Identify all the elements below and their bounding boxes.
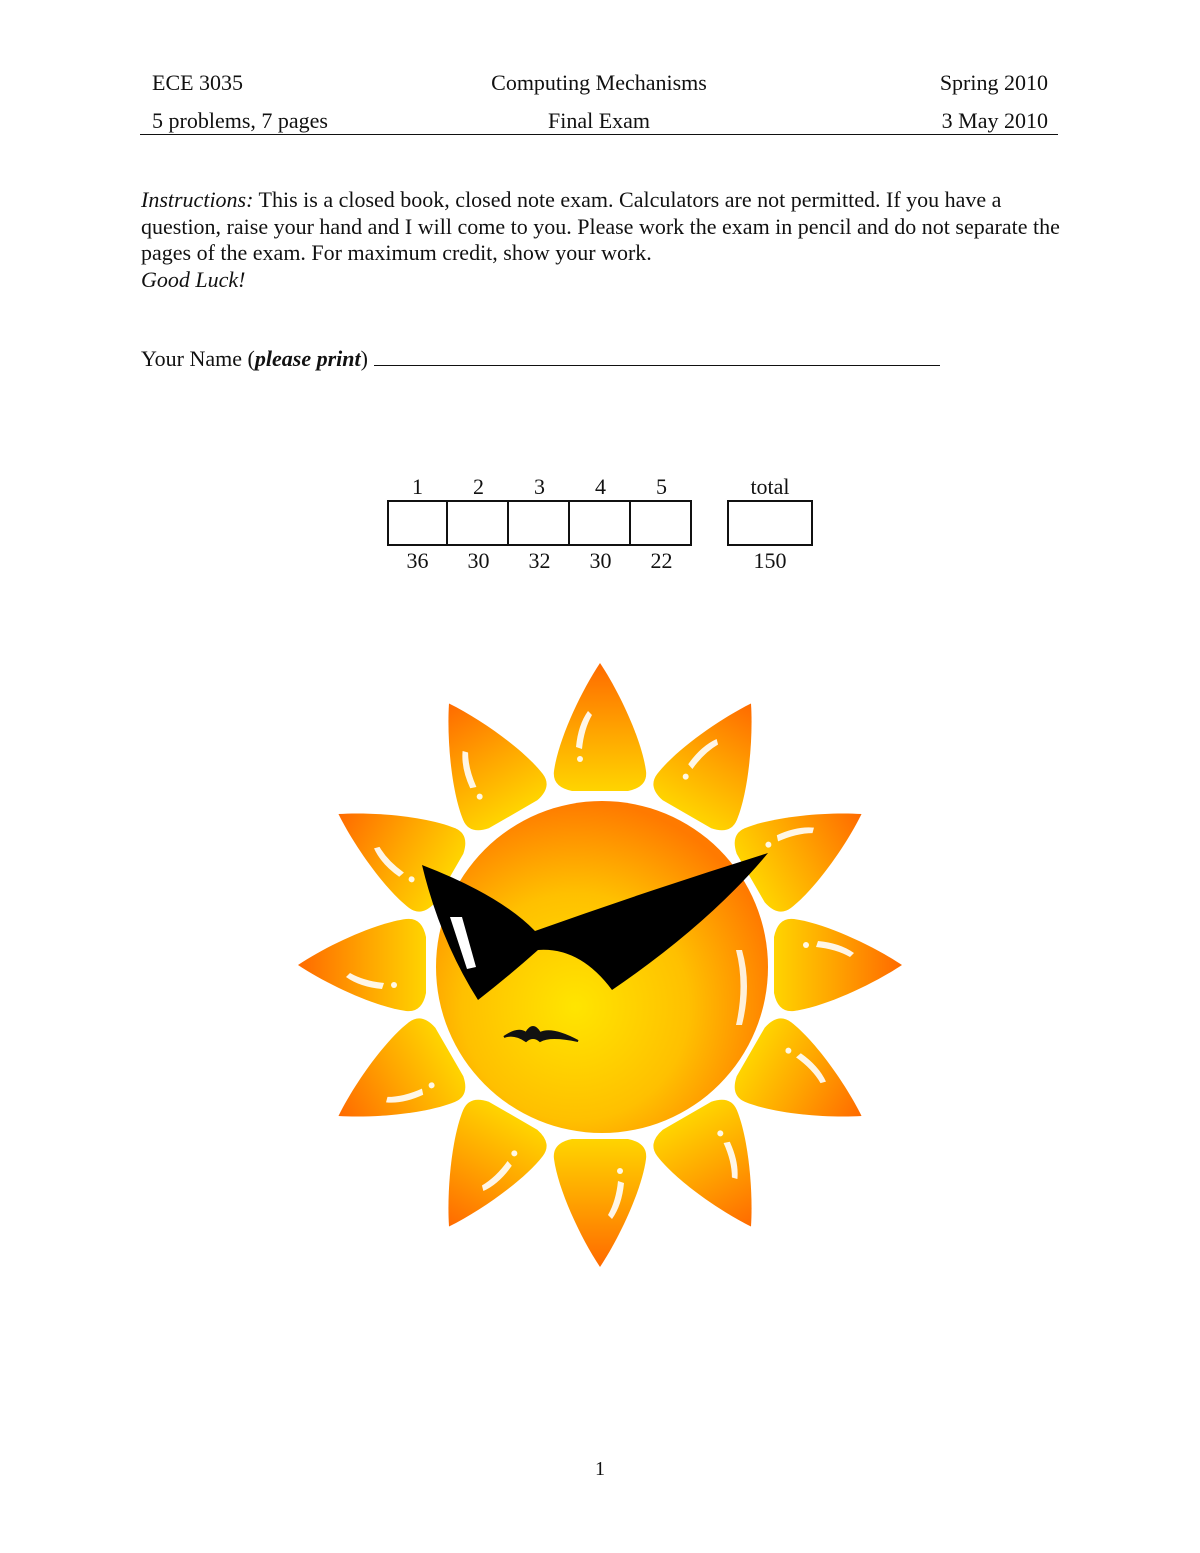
total-score-box[interactable] xyxy=(727,500,813,546)
sun-illustration xyxy=(290,655,910,1275)
problem-4-points: 30 xyxy=(589,548,612,573)
exam-date: 3 May 2010 xyxy=(941,108,1048,133)
exam-type: Final Exam xyxy=(547,108,651,133)
sun-ray-1 xyxy=(554,663,646,791)
sun-ray-10 xyxy=(298,919,426,1011)
instructions-lead: Instructions: xyxy=(141,187,254,212)
problem-3-score-box[interactable] xyxy=(509,500,570,546)
total-label: total xyxy=(750,474,790,499)
name-label-end: ) xyxy=(360,346,368,371)
instructions-body: This is a closed book, closed note exam. Calculators are not permitted. If you have a question, raise your hand and I will come to you. Please work the exam in pencil and do not separate the pages of the exam. For maximum credit, show your work. xyxy=(141,187,1060,265)
problem-3-points: 32 xyxy=(528,548,551,573)
problem-4-label: 4 xyxy=(595,474,606,499)
name-field xyxy=(141,343,940,374)
sun-ray-2 xyxy=(647,680,791,837)
problem-5-points: 22 xyxy=(650,548,673,573)
sun-ray-7 xyxy=(554,1139,646,1267)
problem-2-score-box[interactable] xyxy=(448,500,509,546)
header-row-bottom xyxy=(140,106,1058,136)
problem-1-label: 1 xyxy=(412,474,423,499)
sun-ray-12 xyxy=(409,680,553,837)
total-points: 150 xyxy=(753,548,787,573)
sun-ray-9 xyxy=(315,1012,472,1156)
name-blank-line[interactable] xyxy=(374,343,940,366)
problem-5-score-box[interactable] xyxy=(631,500,692,546)
problem-2-label: 2 xyxy=(473,474,484,499)
problem-4-score-box[interactable] xyxy=(570,500,631,546)
good-luck: Good Luck! xyxy=(141,266,246,292)
problem-2-points: 30 xyxy=(467,548,490,573)
problem-5-label: 5 xyxy=(656,474,667,499)
page-number: 1 xyxy=(595,1458,605,1480)
sun-ray-4 xyxy=(774,919,902,1011)
name-label-start: Your Name ( xyxy=(141,346,255,371)
problem-1-points: 36 xyxy=(406,548,429,573)
sun-with-sunglasses-icon xyxy=(290,655,910,1275)
name-label-emph: please print xyxy=(254,346,361,371)
course-code: ECE 3035 xyxy=(152,70,244,95)
term: Spring 2010 xyxy=(939,70,1048,95)
course-title: Computing Mechanisms xyxy=(491,70,707,95)
problem-3-label: 3 xyxy=(534,474,545,499)
instructions xyxy=(141,187,1061,293)
header-rule xyxy=(140,134,1058,135)
header-row-top xyxy=(140,68,1058,98)
problems-pages: 5 problems, 7 pages xyxy=(152,108,328,133)
problem-1-score-box[interactable] xyxy=(387,500,448,546)
